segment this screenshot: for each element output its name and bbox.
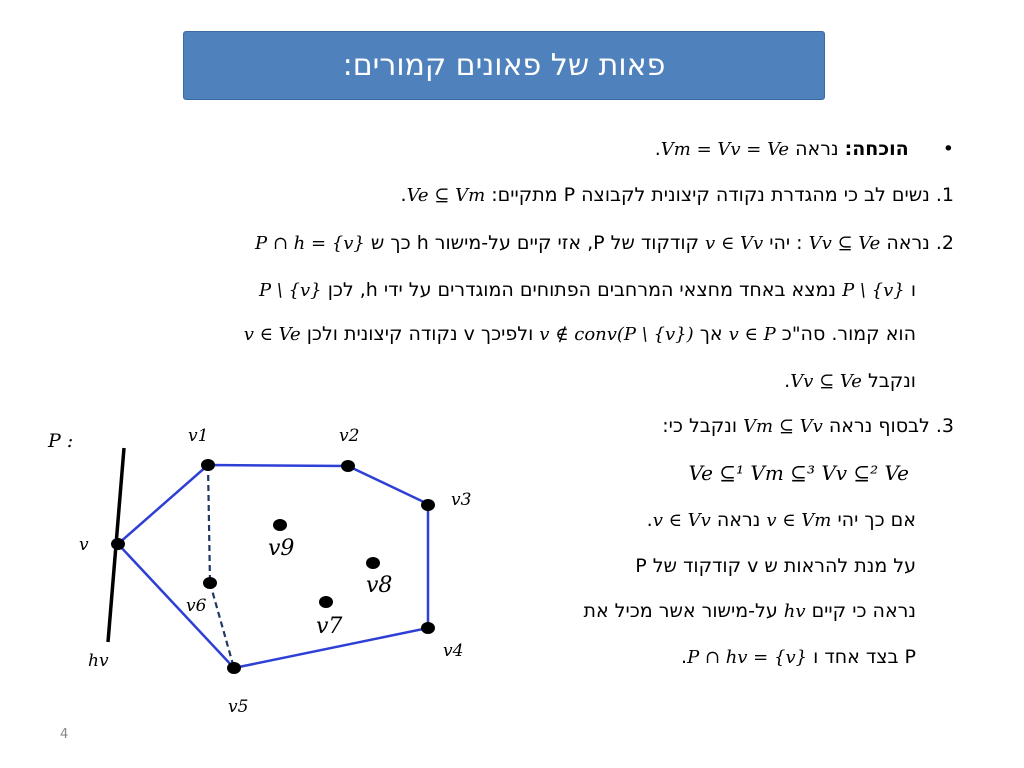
- point-v4: [421, 622, 435, 634]
- step2-line3-text-c: ולפיכך v נקודה קיצונית ולכן: [306, 323, 534, 345]
- step3-line6-text-a: P בצד אחד ו: [813, 646, 916, 668]
- polytope-boundary: [118, 465, 428, 668]
- step3-formula-3: v ∈ Vv: [652, 510, 711, 531]
- step3-formula-1: Vm ⊆ Vv: [743, 416, 823, 437]
- label-v: v: [79, 535, 89, 555]
- formula-main: Vm = Vv = Ve: [660, 139, 790, 160]
- label-hv: hv: [88, 651, 109, 671]
- proof-heading: הוכחה:: [844, 138, 909, 160]
- step2-formula-7: v ∉ conv(P \ {v}): [539, 324, 694, 345]
- step3-line4-text: על מנת להראות ש v קודקוד של P: [635, 555, 916, 577]
- step2-formula-6: v ∈ P: [728, 324, 776, 345]
- label-v7: v7: [316, 614, 343, 639]
- step3-line5-text-a: נראה כי קיים: [811, 600, 916, 622]
- step1-number: 1.: [935, 184, 954, 206]
- step2-formula-1: Vv ⊆ Ve: [808, 233, 881, 254]
- step3-number: 3.: [935, 415, 954, 437]
- step2-line4-text: ונקבל: [867, 370, 916, 392]
- step2-text-c: קודקוד של P, אזי קיים על-מישור h כך ש: [370, 232, 699, 254]
- point-v2: [341, 460, 355, 472]
- step1-line: 1. נשים לב כי מהגדרת נקודה קיצונית לקבוצה P מתקיים: Ve ⊆ Vm.: [400, 184, 954, 206]
- step3-line5-text-b: על-מישור אשר מכיל את: [583, 600, 778, 622]
- step3-text-b: ונקבל כי:: [662, 415, 738, 437]
- step3-line3: אם כך יהי v ∈ Vm נראה v ∈ Vv.: [646, 509, 916, 531]
- step2-line3-text-a: הוא קמור. סה"כ: [781, 323, 916, 345]
- dashed-segment-v1-v6: [208, 465, 210, 583]
- step2-formula-8: v ∈ Ve: [243, 324, 301, 345]
- step3-line3-text-a: אם כך יהי: [837, 509, 916, 531]
- set-label: P :: [48, 430, 74, 452]
- step2-line2-text-a: ו: [910, 279, 916, 301]
- step3-line3-text-b: נראה: [716, 509, 761, 531]
- step2-formula-4: P \ {v}: [842, 280, 905, 301]
- page-number: 4: [60, 727, 69, 742]
- step3-text-a: לבסוף נראה: [828, 415, 930, 437]
- step2-text-b: : יהי: [769, 232, 803, 254]
- point-v5: [227, 662, 241, 674]
- label-v9: v9: [268, 536, 295, 561]
- step2-line2-text-b: נמצא באחד מחצאי המרחבים הפתוחים המוגדרים על ידי h, לכן: [327, 279, 837, 301]
- step1-formula: Ve ⊆ Vm: [406, 185, 486, 206]
- label-v2: v2: [339, 426, 360, 446]
- step3-line6: P בצד אחד ו P ∩ hv = {v}.: [681, 646, 916, 668]
- step2-line3-text-b: אך: [699, 323, 723, 345]
- step3-formula-4: hv: [783, 601, 806, 622]
- slide-title: פאות של פאונים קמורים:: [342, 48, 666, 83]
- point-v: [111, 538, 125, 550]
- step2-formula-3: P ∩ h = {v}: [255, 233, 365, 254]
- label-v3: v3: [451, 490, 472, 510]
- step2-formula-9: Vv ⊆ Ve: [790, 371, 862, 392]
- bullet: •: [942, 138, 954, 160]
- point-v3: [421, 499, 435, 511]
- label-v6: v6: [186, 596, 207, 616]
- proof-heading-line: • הוכחה: נראה Vm = Vv = Ve.: [654, 138, 954, 160]
- step3-formula-2: v ∈ Vm: [766, 510, 832, 531]
- step3-chain-formula: Ve ⊆¹ Vm ⊆³ Vv ⊆² Ve: [688, 461, 909, 485]
- point-v6: [203, 577, 217, 589]
- step1-text: נשים לב כי מהגדרת נקודה קיצונית לקבוצה P מתקיים:: [491, 184, 930, 206]
- point-v7: [319, 596, 333, 608]
- label-v4: v4: [443, 641, 464, 661]
- point-v1: [201, 459, 215, 471]
- proof-intro: נראה: [795, 138, 839, 160]
- label-v8: v8: [366, 573, 393, 598]
- step2-formula-2: v ∈ Vv: [705, 233, 764, 254]
- label-v5: v5: [228, 697, 249, 717]
- step3-formula-5: P ∩ hv = {v}: [687, 647, 808, 668]
- step2-line4: ונקבל Vv ⊆ Ve.: [784, 370, 916, 392]
- point-v9: [273, 519, 287, 531]
- step2-text-a: נראה: [886, 232, 930, 254]
- step2-number: 2.: [935, 232, 954, 254]
- point-v8: [366, 557, 380, 569]
- label-v1: v1: [188, 426, 209, 446]
- step2-formula-5: P \ {v}: [258, 280, 322, 301]
